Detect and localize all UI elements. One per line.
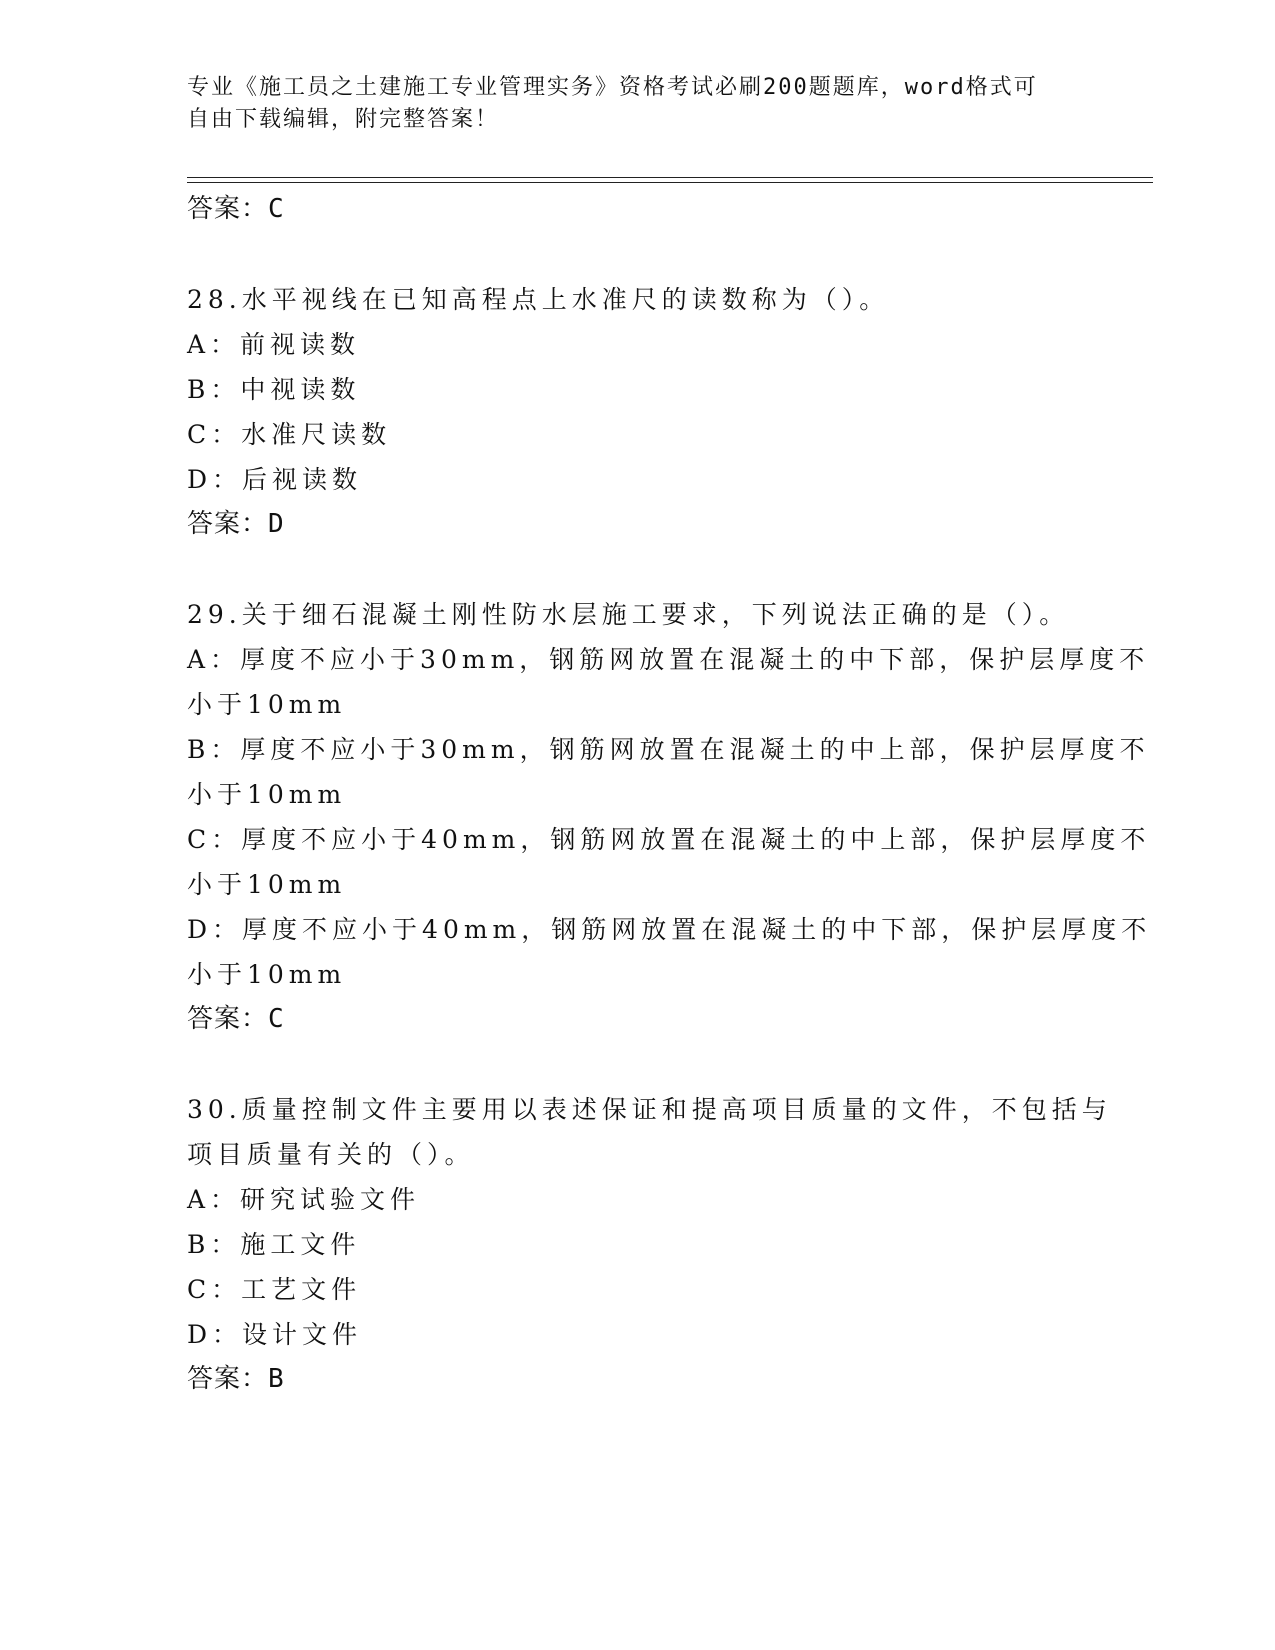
option-a: A：前视读数 <box>187 330 361 359</box>
question-list <box>187 187 1152 1402</box>
header-line-1: 专业《施工员之土建施工专业管理实务》资格考试必刷200题题库，word格式可 <box>187 75 1038 100</box>
question-stem: 30.质量控制文件主要用以表述保证和提高项目质量的文件，不包括与 <box>187 1095 1112 1124</box>
header-divider-top <box>187 177 1153 178</box>
option-c: C：工艺文件 <box>187 1275 362 1304</box>
document-header <box>187 72 1067 136</box>
spacer <box>187 1042 1087 1087</box>
option-d: D：后视读数 <box>187 465 363 494</box>
spacer <box>187 547 1087 592</box>
option-c: C：厚度不应小于40mm，钢筋网放置在混凝土的中上部，保护层厚度不 <box>187 825 1151 854</box>
option-c: C：水准尺读数 <box>187 420 392 449</box>
option-a: A：研究试验文件 <box>187 1185 421 1214</box>
question-28 <box>187 277 1087 547</box>
question-30 <box>187 1087 1112 1402</box>
option-b: B：厚度不应小于30mm，钢筋网放置在混凝土的中上部，保护层厚度不 <box>187 735 1150 764</box>
answer: 答案：C <box>187 1004 285 1034</box>
option-d: D：厚度不应小于40mm，钢筋网放置在混凝土的中下部，保护层厚度不 <box>187 915 1152 944</box>
option-b: B：施工文件 <box>187 1230 361 1259</box>
question-29 <box>187 592 1152 1042</box>
header-divider-bottom <box>187 182 1153 183</box>
header-line-2: 自由下载编辑，附完整答案！ <box>187 107 500 132</box>
option-a: A：厚度不应小于30mm，钢筋网放置在混凝土的中下部，保护层厚度不 <box>187 645 1150 674</box>
option-b: B：中视读数 <box>187 375 361 404</box>
previous-answer: 答案：C <box>187 194 285 224</box>
option-c-continued: 小于10mm <box>187 870 347 899</box>
option-d: D：设计文件 <box>187 1320 363 1349</box>
option-d-continued: 小于10mm <box>187 960 347 989</box>
question-stem: 29.关于细石混凝土刚性防水层施工要求，下列说法正确的是（）。 <box>187 600 1070 629</box>
spacer <box>187 232 1087 277</box>
option-a-continued: 小于10mm <box>187 690 347 719</box>
answer: 答案：D <box>187 509 285 539</box>
option-b-continued: 小于10mm <box>187 780 347 809</box>
question-stem-continued: 项目质量有关的（）。 <box>187 1140 475 1169</box>
question-stem: 28.水平视线在已知高程点上水准尺的读数称为（）。 <box>187 285 890 314</box>
answer: 答案：B <box>187 1364 285 1394</box>
